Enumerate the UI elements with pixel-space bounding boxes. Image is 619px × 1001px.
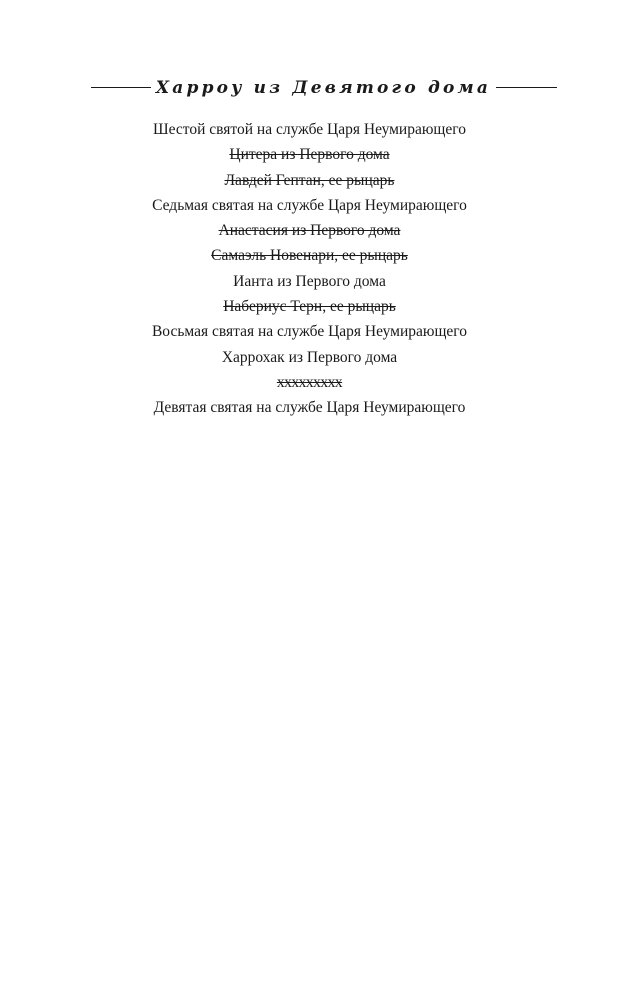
line-text: Девятая святая на службе Царя Неумирающего [153,399,466,417]
list-line [0,269,619,294]
line-text: Ианта из Первого дома [233,272,386,290]
list-line-struck [0,218,619,243]
line-text: Самаэль Новенари, ее рыцарь [211,247,408,265]
line-text: Набериус Терн, ее рыцарь [223,298,396,316]
list-line-struck [0,142,619,167]
list-line [0,395,619,420]
line-text: Харрохак из Первого дома [221,348,398,366]
list-line-crossed-out [0,370,619,395]
line-text: Анастасия из Первого дома [218,222,401,240]
running-header [0,76,619,100]
header-rule-left [91,87,151,88]
line-text: Цитера из Первого дома [229,146,390,164]
saints-list [0,117,619,421]
list-line-struck [0,168,619,193]
line-text: Седьмая святая на службе Царя Неумирающего [152,196,467,214]
header-rule-right [496,87,557,88]
list-line [0,117,619,142]
line-text: xxxxxxxxx [276,373,343,391]
line-text: Шестой святой на службе Царя Неумирающего [153,121,466,138]
list-line-struck [0,294,619,319]
list-line-struck [0,243,619,268]
list-line [0,345,619,370]
list-line [0,193,619,218]
list-line [0,319,619,344]
line-text: Лавдей Гептан, ее рыцарь [224,171,395,189]
running-title: Харроу из Девятого дома [155,78,492,98]
line-text: Восьмая святая на службе Царя Неумирающего [151,323,468,341]
